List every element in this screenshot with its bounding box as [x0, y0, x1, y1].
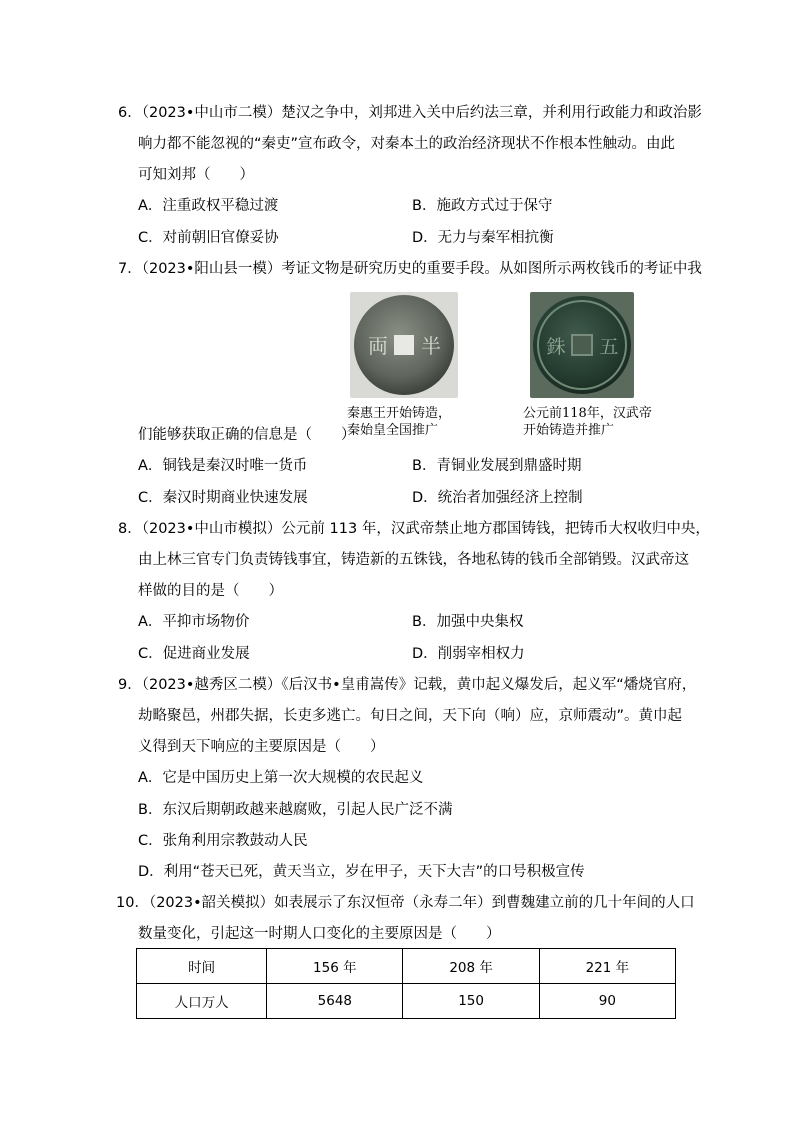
q9-stem-line-1: 9．（2023•越秀区二模）《后汉书•皇甫嵩传》记载，黄巾起义爆发后，起义军“燔烧官府， [118, 677, 697, 693]
coin-glyph-ban: 半 [421, 334, 441, 358]
q7-stem-line-2: 们能够获取正确的信息是（ ） [138, 427, 356, 443]
population-table [136, 948, 676, 1019]
table-cell: 5648 [267, 984, 403, 1019]
q6-stem-line-1: 6．（2023•中山市二模）楚汉之争中，刘邦进入关中后约法三章，并利用行政能力和政治影 [118, 105, 702, 121]
q7-option-c: C．秦汉时期商业快速发展 [138, 490, 308, 506]
table-cell: 人口万人 [137, 984, 267, 1019]
table-cell: 150 [403, 984, 539, 1019]
table-header-cell: 208 年 [403, 949, 539, 984]
table-header-cell: 156 年 [267, 949, 403, 984]
q6-stem-line-3: 可知刘邦（ ） [138, 167, 254, 183]
table-row [137, 984, 676, 1019]
q7-option-b: B．青铜业发展到鼎盛时期 [412, 458, 582, 474]
q9-stem-line-3: 义得到天下响应的主要原因是（ ） [138, 739, 385, 755]
q9-option-b: B．东汉后期朝政越来越腐败，引起人民广泛不满 [138, 802, 453, 818]
coin-glyph-zhu: 銖 [546, 336, 566, 358]
coin2-caption-line-2: 开始铸造并推广 [523, 423, 615, 438]
table-header-cell: 221 年 [539, 949, 675, 984]
q8-option-c: C．促进商业发展 [138, 646, 250, 662]
table-header-row [137, 949, 676, 984]
q8-stem-line-2: 由上林三官专门负责铸钱事宜，铸造新的五铢钱，各地私铸的钱币全部销毁。汉武帝这 [138, 552, 689, 568]
q10-stem-line-2: 数量变化，引起这一时期人口变化的主要原因是（ ） [138, 926, 501, 942]
coin2-caption-line-1: 公元前118年，汉武帝 [523, 406, 652, 421]
q7-option-d: D．统治者加强经济上控制 [412, 490, 583, 506]
q6-stem-line-2: 响力都不能忽视的“秦吏”宣布政令，对秦本土的政治经济现状不作根本性触动。由此 [138, 136, 676, 152]
q6-option-a: A．注重政权平稳过渡 [138, 198, 279, 214]
coin-glyph-wu: 五 [599, 336, 619, 358]
q8-option-d: D．削弱宰相权力 [412, 646, 525, 662]
q8-stem-line-3: 样做的目的是（ ） [138, 583, 283, 599]
q6-option-b: B．施政方式过于保守 [412, 198, 553, 214]
q8-option-b: B．加强中央集权 [412, 614, 524, 630]
q9-option-c: C．张角利用宗教鼓动人民 [138, 833, 308, 849]
q6-option-c: C．对前朝旧官僚妥协 [138, 230, 279, 246]
q9-option-a: A．它是中国历史上第一次大规模的农民起义 [138, 770, 424, 786]
table-header-cell: 时间 [137, 949, 267, 984]
q8-option-a: A．平抑市场物价 [138, 614, 250, 630]
coin1-caption-line-1: 秦惠王开始铸造， [347, 406, 452, 421]
coin-glyph-liang: 両 [368, 334, 388, 358]
banliang-coin-image [350, 292, 458, 398]
q6-option-d: D．无力与秦军相抗衡 [412, 230, 554, 246]
coin1-caption-line-2: 秦始皇全国推广 [347, 423, 439, 438]
q9-option-d: D．利用“苍天已死，黄天当立，岁在甲子，天下大吉”的口号积极宣传 [138, 864, 585, 880]
q8-stem-line-1: 8．（2023•中山市模拟）公元前 113 年，汉武帝禁止地方郡国铸钱，把铸币大权收归中央， [118, 521, 710, 537]
q10-stem-line-1: 10．（2023•韶关模拟）如表展示了东汉恒帝（永寿二年）到曹魏建立前的几十年间的人口 [116, 895, 695, 911]
q9-stem-line-2: 劫略聚邑，州郡失据，长吏多逃亡。旬日之间，天下向（响）应，京师震动”。黄巾起 [138, 708, 683, 724]
wuzhu-coin-image [530, 292, 634, 398]
q7-option-a: A．铜钱是秦汉时唯一货币 [138, 458, 308, 474]
table-cell: 90 [539, 984, 675, 1019]
q7-stem-line-1: 7．（2023•阳山县一模）考证文物是研究历史的重要手段。从如图所示两枚钱币的考证中我 [118, 261, 702, 277]
